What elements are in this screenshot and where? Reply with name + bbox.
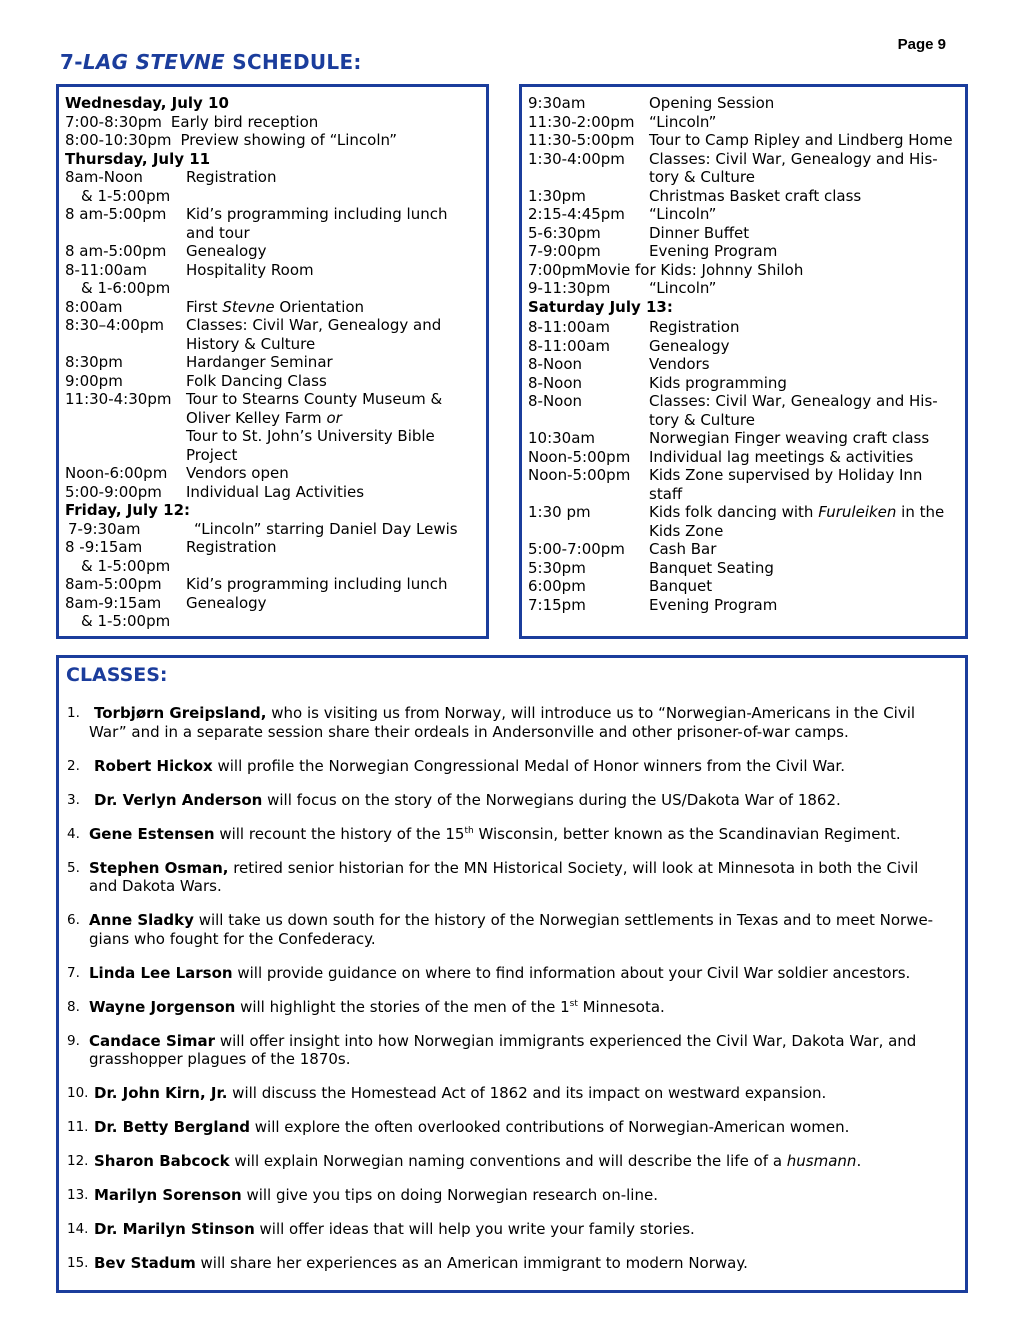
schedule-time: 9:00pm bbox=[65, 371, 123, 390]
schedule-time: 8-11:00am bbox=[528, 318, 610, 336]
schedule-entry bbox=[65, 224, 486, 243]
schedule-time: 1:30 pm bbox=[528, 503, 591, 521]
class-superscript: th bbox=[464, 825, 474, 836]
class-number: 9. bbox=[67, 1032, 80, 1049]
class-description: will provide guidance on where to find information about your Civil War soldier ancestors. bbox=[232, 963, 911, 982]
schedule-entry bbox=[65, 594, 486, 613]
class-presenter: Dr. Verlyn Anderson bbox=[94, 790, 263, 809]
class-number: 11. bbox=[67, 1119, 89, 1135]
schedule-time: 8am-Noon bbox=[65, 168, 143, 186]
class-description: will explore the often overlooked contributions of Norwegian-American women. bbox=[250, 1118, 850, 1136]
schedule-entry bbox=[65, 298, 486, 317]
schedule-description: Folk Dancing Class bbox=[186, 371, 327, 390]
schedule-description: Christmas Basket craft class bbox=[649, 186, 862, 205]
schedule-description: Individual Lag Activities bbox=[186, 482, 365, 501]
class-item bbox=[67, 1220, 945, 1239]
schedule-description: Banquet bbox=[649, 577, 713, 595]
schedule-entry bbox=[528, 429, 965, 448]
class-italic-term: husmann bbox=[786, 1152, 857, 1170]
class-number: 13. bbox=[67, 1187, 89, 1203]
schedule-description: “Lincoln” bbox=[649, 112, 717, 131]
schedule-time: 8-Noon bbox=[528, 355, 583, 373]
schedule-time bbox=[65, 427, 186, 446]
schedule-description-text: Orientation bbox=[274, 297, 365, 316]
page-number: Page 9 bbox=[897, 36, 946, 53]
schedule-time: 7-9:30am bbox=[68, 519, 141, 538]
schedule-time: 6:00pm bbox=[528, 577, 586, 595]
schedule-time: 11:30-4:30pm bbox=[65, 390, 172, 408]
class-number: 3. bbox=[67, 791, 80, 808]
class-presenter: Linda Lee Larson bbox=[89, 963, 233, 982]
class-description: will discuss the Homestead Act of 1862 and its impact on westward expansion. bbox=[227, 1084, 827, 1102]
class-description: will offer insight into how Norwegian immigrants experienced the Civil War, Dakota War, and grasshopper plagues of the 1870s. bbox=[89, 1031, 917, 1068]
schedule-entry bbox=[528, 113, 965, 132]
class-description: will offer ideas that will help you write your family stories. bbox=[254, 1220, 695, 1238]
class-presenter: Torbjørn Greipsland, bbox=[94, 704, 267, 722]
class-item bbox=[67, 704, 945, 741]
class-item bbox=[67, 1254, 945, 1273]
schedule-time: 7:00-8:30pm bbox=[65, 112, 162, 131]
schedule-entry bbox=[528, 279, 965, 298]
schedule-entry bbox=[65, 409, 486, 428]
class-presenter: Dr. Marilyn Stinson bbox=[94, 1220, 255, 1238]
schedule-description: Tour to Camp Ripley and Lindberg Home bbox=[649, 131, 953, 149]
schedule-time bbox=[65, 446, 186, 465]
schedule-time bbox=[65, 224, 186, 243]
schedule-entry bbox=[528, 94, 965, 113]
schedule-description: Vendors open bbox=[186, 464, 289, 482]
class-item bbox=[67, 825, 945, 844]
class-item bbox=[67, 757, 945, 776]
schedule-time: Noon-5:00pm bbox=[528, 466, 631, 484]
schedule-time: 8-Noon bbox=[528, 392, 583, 410]
class-text bbox=[94, 791, 841, 809]
schedule-entry bbox=[528, 577, 965, 596]
class-number: 12. bbox=[67, 1153, 89, 1169]
schedule-description: “Lincoln” starring Daniel Day Lewis bbox=[194, 519, 458, 538]
schedule-time: 7:00pm bbox=[528, 260, 586, 279]
class-description: will explain Norwegian naming conventions and will describe the life of a bbox=[229, 1152, 787, 1170]
schedule-description: Genealogy bbox=[186, 593, 267, 612]
schedule-description: and tour bbox=[186, 223, 250, 242]
schedule-entry bbox=[65, 205, 486, 224]
schedule-entry bbox=[65, 353, 486, 372]
schedule-description: Project bbox=[186, 445, 238, 464]
schedule-description-text: in the bbox=[896, 503, 945, 521]
schedule-entry bbox=[528, 261, 965, 280]
class-description: will focus on the story of the Norwegians during the US/Dakota War of 1862. bbox=[262, 790, 841, 809]
schedule-description: Classes: Civil War, Genealogy and His- bbox=[649, 392, 938, 410]
class-text bbox=[94, 1220, 695, 1238]
class-text bbox=[94, 1254, 748, 1272]
schedule-description: Genealogy bbox=[186, 242, 267, 260]
class-number: 8. bbox=[67, 998, 80, 1015]
schedule-description: “Lincoln” bbox=[649, 205, 717, 223]
schedule-description: Registration bbox=[186, 168, 277, 186]
schedule-description: Individual lag meetings & activities bbox=[649, 447, 914, 466]
schedule-entry bbox=[528, 522, 965, 541]
schedule-description: Kids programming bbox=[649, 373, 787, 392]
schedule-description: Hospitality Room bbox=[186, 260, 314, 279]
schedule-title: 7-LAG STEVNE SCHEDULE: bbox=[60, 50, 362, 74]
schedule-right-panel bbox=[519, 84, 968, 639]
schedule-description: Kid’s programming including lunch bbox=[186, 205, 448, 223]
class-item bbox=[67, 998, 945, 1017]
schedule-entry bbox=[65, 242, 486, 261]
schedule-description: Kids Zone supervised by Holiday Inn bbox=[649, 466, 923, 484]
schedule-description bbox=[186, 298, 364, 317]
schedule-description bbox=[186, 409, 342, 428]
class-presenter: Wayne Jorgenson bbox=[89, 997, 236, 1016]
schedule-time: 8 am-5:00pm bbox=[65, 242, 167, 260]
schedule-time-continuation: & 1-5:00pm bbox=[81, 556, 171, 575]
schedule-day-heading: Saturday July 13: bbox=[528, 297, 673, 316]
schedule-time-continuation: & 1-5:00pm bbox=[81, 186, 171, 205]
schedule-description: Genealogy bbox=[649, 336, 730, 355]
schedule-entry bbox=[65, 372, 486, 391]
class-description: retired senior historian for the MN Historical Society, will look at Minnesota in both the Civil and Dakota Wars. bbox=[89, 858, 919, 895]
class-number: 10. bbox=[67, 1085, 89, 1101]
class-presenter: Marilyn Sorenson bbox=[94, 1186, 242, 1204]
schedule-description-text: Oliver Kelley Farm bbox=[186, 408, 327, 427]
class-text bbox=[89, 911, 933, 948]
schedule-entry bbox=[65, 575, 486, 594]
schedule-entry bbox=[528, 485, 965, 504]
class-description: will profile the Norwegian Congressional Medal of Honor winners from the Civil War. bbox=[212, 756, 845, 775]
schedule-time: 8am-9:15am bbox=[65, 593, 162, 612]
schedule-time: 8:00-10:30pm bbox=[65, 131, 172, 149]
class-number: 7. bbox=[67, 964, 80, 981]
class-item bbox=[67, 791, 945, 810]
schedule-entry bbox=[528, 150, 965, 169]
class-number: 5. bbox=[67, 859, 80, 876]
class-text bbox=[89, 998, 665, 1016]
class-text bbox=[89, 704, 915, 741]
schedule-time: 5:00-7:00pm bbox=[528, 540, 625, 558]
schedule-day-heading: Thursday, July 11 bbox=[65, 149, 211, 168]
class-item bbox=[67, 859, 945, 896]
schedule-time bbox=[65, 335, 186, 354]
schedule-time: Noon-6:00pm bbox=[65, 464, 168, 482]
class-text bbox=[89, 825, 901, 843]
schedule-entry bbox=[528, 318, 965, 337]
schedule-entry bbox=[528, 374, 965, 393]
class-presenter: Sharon Babcock bbox=[94, 1152, 230, 1170]
schedule-description-text: First bbox=[186, 297, 223, 316]
schedule-description: Norwegian Finger weaving craft class bbox=[649, 429, 930, 447]
schedule-time: 8-11:00am bbox=[528, 336, 610, 355]
class-text bbox=[89, 1032, 916, 1069]
class-item bbox=[67, 1186, 945, 1205]
schedule-time: 8-11:00am bbox=[65, 260, 147, 279]
schedule-entry bbox=[65, 427, 486, 446]
class-description: will share her experiences as an American immigrant to modern Norway. bbox=[195, 1254, 748, 1272]
schedule-entry bbox=[65, 390, 486, 409]
schedule-entry bbox=[528, 411, 965, 430]
schedule-time: 5:30pm bbox=[528, 558, 586, 577]
class-description: will give you tips on doing Norwegian research on-line. bbox=[241, 1186, 658, 1204]
schedule-time: 9-11:30pm bbox=[528, 279, 611, 297]
schedule-description: “Lincoln” bbox=[649, 279, 717, 297]
schedule-description: Tour to Stearns County Museum & bbox=[186, 390, 443, 408]
schedule-entry bbox=[65, 446, 486, 465]
schedule-description: Kids Zone bbox=[649, 521, 724, 540]
schedule-entry bbox=[65, 335, 486, 354]
class-item bbox=[67, 964, 945, 983]
class-description: will recount the history of the 15 bbox=[214, 824, 465, 843]
schedule-time: 1:30pm bbox=[528, 186, 586, 205]
schedule-description: Vendors bbox=[649, 355, 710, 373]
schedule-description: Classes: Civil War, Genealogy and bbox=[186, 316, 442, 334]
schedule-time: 8am-5:00pm bbox=[65, 575, 162, 593]
schedule-time bbox=[528, 522, 649, 541]
class-text bbox=[94, 1084, 826, 1102]
class-item bbox=[67, 911, 945, 948]
class-text bbox=[89, 859, 918, 896]
schedule-time bbox=[528, 485, 649, 504]
schedule-description: Movie for Kids: Johnny Shiloh bbox=[585, 260, 804, 279]
schedule-description: tory & Culture bbox=[649, 168, 755, 186]
schedule-entry bbox=[528, 540, 965, 559]
class-presenter: Robert Hickox bbox=[94, 756, 213, 775]
schedule-entry bbox=[65, 168, 486, 187]
schedule-entry bbox=[528, 503, 965, 522]
classes-list bbox=[67, 704, 945, 1288]
schedule-time: 9:30am bbox=[528, 94, 586, 112]
classes-panel bbox=[56, 655, 968, 1293]
schedule-time-continuation: & 1-5:00pm bbox=[81, 612, 171, 630]
schedule-entry bbox=[65, 131, 486, 150]
schedule-entry bbox=[528, 224, 965, 243]
schedule-entry bbox=[528, 337, 965, 356]
schedule-time: 8:00am bbox=[65, 297, 123, 316]
schedule-right-list bbox=[522, 87, 965, 614]
schedule-left-list bbox=[59, 87, 486, 631]
schedule-description-italic: Stevne bbox=[222, 297, 275, 316]
schedule-description: History & Culture bbox=[186, 334, 316, 353]
schedule-description: Hardanger Seminar bbox=[186, 353, 333, 371]
schedule-entry bbox=[528, 355, 965, 374]
schedule-day-heading: Friday, July 12: bbox=[65, 501, 191, 519]
class-presenter: Candace Simar bbox=[89, 1031, 216, 1050]
class-item bbox=[67, 1084, 945, 1103]
class-description: will highlight the stories of the men of the 1 bbox=[235, 997, 570, 1016]
schedule-time: 11:30-2:00pm bbox=[528, 112, 635, 131]
class-presenter: Dr. John Kirn, Jr. bbox=[94, 1084, 228, 1102]
schedule-time: 5-6:30pm bbox=[528, 223, 601, 242]
schedule-time bbox=[65, 409, 186, 428]
schedule-entry bbox=[528, 392, 965, 411]
schedule-description: Cash Bar bbox=[649, 540, 717, 558]
class-number: 4. bbox=[67, 825, 80, 842]
schedule-time: 8 -9:15am bbox=[65, 538, 143, 556]
class-number: 14. bbox=[67, 1221, 89, 1237]
schedule-entry bbox=[65, 113, 486, 132]
schedule-entry bbox=[65, 316, 486, 335]
class-text bbox=[89, 964, 910, 982]
schedule-description: Opening Session bbox=[649, 94, 775, 112]
schedule-time: 8 am-5:00pm bbox=[65, 205, 167, 223]
schedule-time: 2:15-4:45pm bbox=[528, 205, 625, 223]
schedule-description: Tour to St. John’s University Bible bbox=[186, 427, 435, 445]
class-description: will take us down south for the history of the Norwegian settlements in Texas and to meet Norwe-gians who fought for the Confederacy. bbox=[89, 911, 934, 948]
schedule-day-heading: Wednesday, July 10 bbox=[65, 94, 229, 112]
class-item bbox=[67, 1032, 945, 1069]
schedule-time: 8:30–4:00pm bbox=[65, 316, 165, 334]
class-number: 1. bbox=[67, 705, 80, 721]
schedule-entry bbox=[65, 538, 486, 557]
schedule-entry bbox=[528, 596, 965, 615]
schedule-entry bbox=[528, 131, 965, 150]
schedule-time bbox=[528, 168, 649, 187]
schedule-entry bbox=[528, 168, 965, 187]
schedule-description: Preview showing of “Lincoln” bbox=[180, 131, 397, 149]
schedule-time bbox=[528, 411, 649, 430]
schedule-description: Registration bbox=[186, 538, 277, 556]
schedule-time: 8-Noon bbox=[528, 373, 583, 392]
schedule-description bbox=[649, 503, 944, 522]
class-presenter: Dr. Betty Bergland bbox=[94, 1118, 250, 1136]
schedule-description: Banquet Seating bbox=[649, 558, 774, 577]
class-text bbox=[94, 1118, 849, 1136]
schedule-time: 7-9:00pm bbox=[528, 242, 601, 260]
class-superscript: st bbox=[569, 998, 578, 1009]
schedule-entry bbox=[65, 520, 486, 539]
schedule-description-italic: Furuleiken bbox=[818, 503, 897, 521]
schedule-description-italic: or bbox=[326, 408, 342, 427]
class-text bbox=[94, 757, 845, 775]
schedule-time: 5:00-9:00pm bbox=[65, 482, 162, 501]
schedule-entry bbox=[528, 559, 965, 578]
class-presenter: Stephen Osman, bbox=[89, 858, 229, 877]
schedule-time: Noon-5:00pm bbox=[528, 447, 631, 466]
schedule-entry bbox=[65, 261, 486, 280]
schedule-entry bbox=[528, 448, 965, 467]
schedule-entry bbox=[65, 483, 486, 502]
class-presenter: Bev Stadum bbox=[94, 1254, 196, 1272]
class-description: . bbox=[856, 1152, 862, 1170]
schedule-description: Early bird reception bbox=[170, 112, 319, 131]
schedule-description: Evening Program bbox=[649, 242, 778, 260]
schedule-description: Evening Program bbox=[649, 595, 778, 614]
schedule-description-text: Kids folk dancing with bbox=[649, 503, 819, 521]
schedule-entry bbox=[528, 466, 965, 485]
schedule-description: Dinner Buffet bbox=[649, 223, 750, 242]
schedule-time: 1:30-4:00pm bbox=[528, 149, 625, 168]
schedule-entry bbox=[65, 464, 486, 483]
schedule-time: 10:30am bbox=[528, 429, 596, 447]
schedule-time: 7:15pm bbox=[528, 595, 586, 614]
schedule-description: Classes: Civil War, Genealogy and His- bbox=[649, 149, 938, 168]
schedule-entry bbox=[528, 242, 965, 261]
class-number: 15. bbox=[67, 1255, 89, 1271]
schedule-description: staff bbox=[649, 484, 683, 503]
class-presenter: Anne Sladky bbox=[89, 911, 194, 929]
class-description: Wisconsin, better known as the Scandinavian Regiment. bbox=[473, 824, 901, 843]
schedule-description: Kid’s programming including lunch bbox=[186, 575, 448, 593]
schedule-time-continuation: & 1-6:00pm bbox=[81, 279, 171, 297]
class-presenter: Gene Estensen bbox=[89, 824, 215, 843]
schedule-entry bbox=[528, 205, 965, 224]
schedule-time: 11:30-5:00pm bbox=[528, 131, 635, 149]
schedule-description: Registration bbox=[649, 318, 740, 336]
class-item bbox=[67, 1152, 945, 1171]
class-description: who is visiting us from Norway, will introduce us to “Norwegian-Americans in the Civil War” and in a separate session share their ordeals in Andersonville and other prisoner-of-war camps. bbox=[89, 704, 916, 741]
class-item bbox=[67, 1118, 945, 1137]
class-description: Minnesota. bbox=[577, 997, 665, 1016]
classes-title: CLASSES: bbox=[66, 664, 168, 686]
schedule-description: tory & Culture bbox=[649, 410, 755, 429]
schedule-time: 8:30pm bbox=[65, 353, 123, 371]
schedule-left-panel bbox=[56, 84, 489, 639]
class-text bbox=[94, 1186, 658, 1204]
class-text bbox=[94, 1152, 861, 1170]
class-number: 6. bbox=[67, 912, 80, 928]
schedule-entry bbox=[528, 187, 965, 206]
class-number: 2. bbox=[67, 757, 80, 774]
